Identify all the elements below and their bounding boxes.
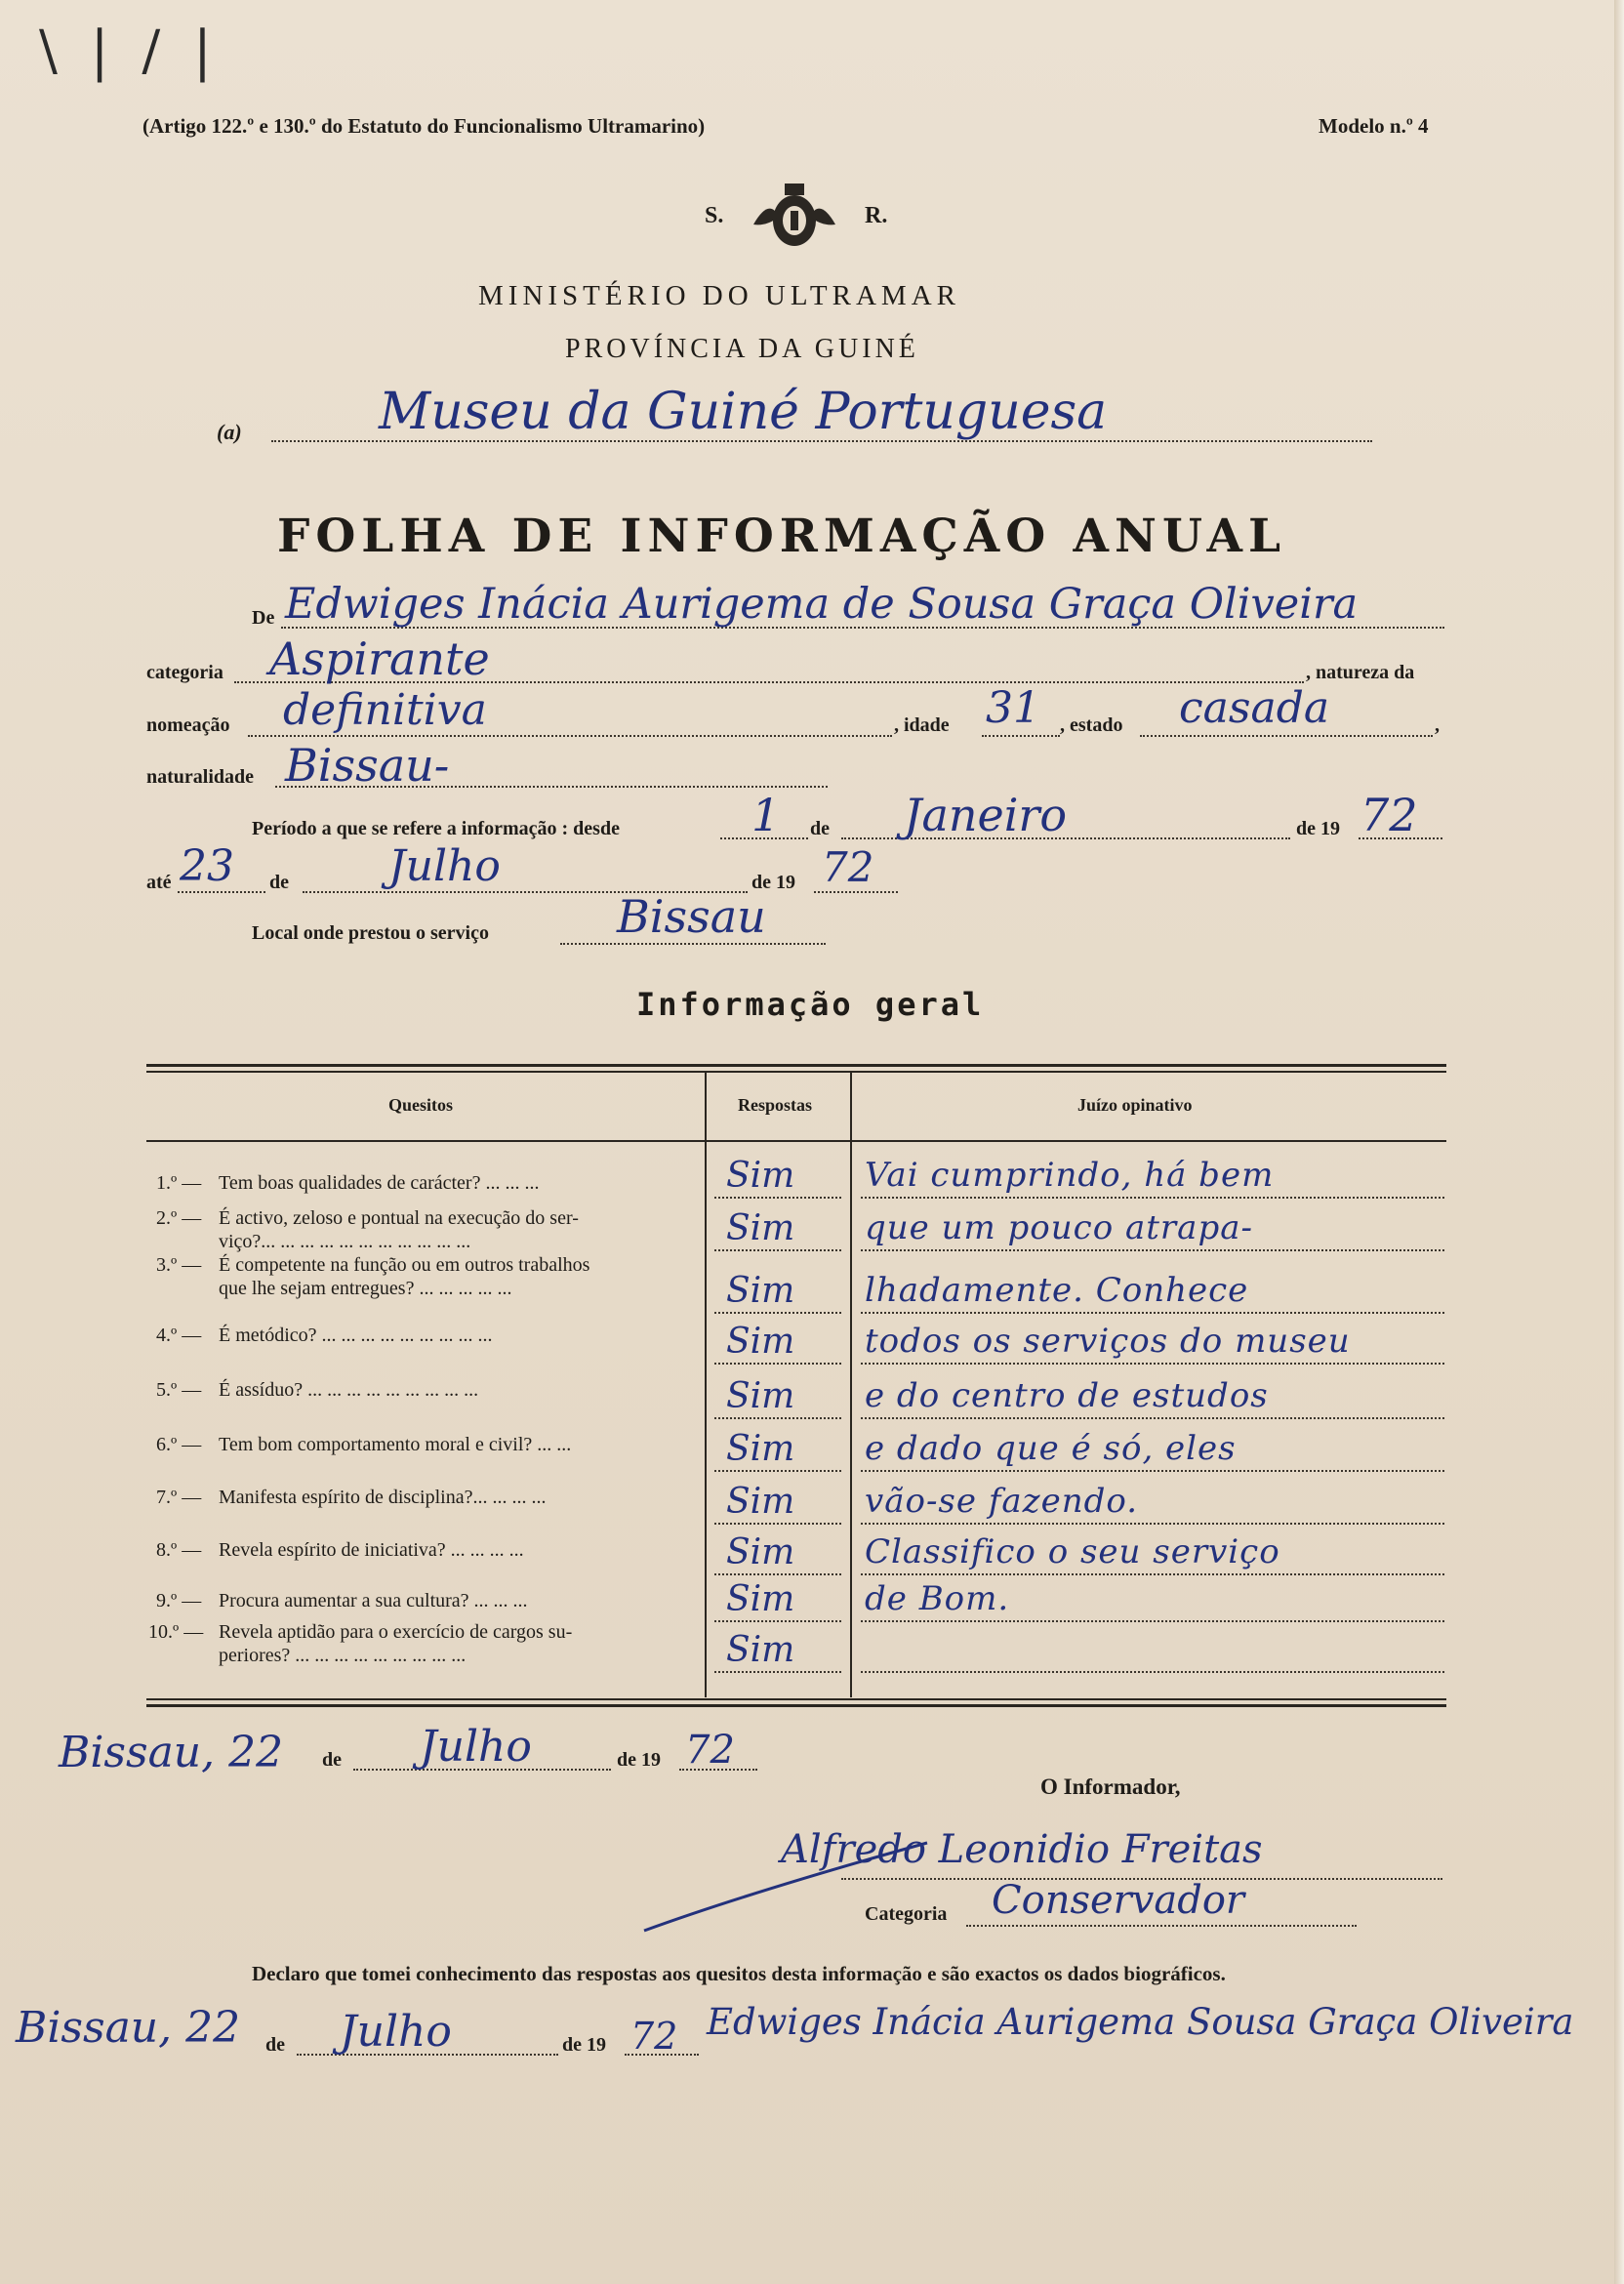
question-text: Tem bom comportamento moral e civil? ... ... — [219, 1434, 572, 1455]
coat-of-arms-icon — [750, 178, 839, 256]
declaration-signature: Edwiges Inácia Aurigema Sousa Graça Oliveira — [707, 2001, 1574, 2043]
col-juizo: Juízo opinativo — [1077, 1095, 1193, 1115]
question-text: Revela espírito de iniciativa? ... ... ... ... — [219, 1539, 524, 1561]
answer-handwritten: Sim — [726, 1376, 795, 1416]
estado-line — [1140, 735, 1433, 737]
question-text-continued: viço?... ... ... ... ... ... ... ... ... ... ... — [219, 1231, 471, 1252]
opinion-line — [861, 1573, 1444, 1575]
question-number: 4.º — — [156, 1325, 202, 1346]
question-text: É metódico? ... ... ... ... ... ... ... ... ... — [219, 1325, 493, 1346]
ministry-name: MINISTÉRIO DO ULTRAMAR — [478, 280, 960, 311]
informer-signature: Alfredo Leonidio Freitas — [781, 1827, 1263, 1872]
footer-de: de — [322, 1749, 342, 1771]
opinion-handwritten: e dado que é só, eles — [865, 1429, 1237, 1468]
table-divider-2 — [850, 1071, 852, 1697]
opinion-line — [861, 1523, 1444, 1525]
naturalidade-value-handwritten: Bissau- — [285, 739, 450, 792]
question-number: 10.º — — [148, 1621, 204, 1643]
col-quesitos: Quesitos — [388, 1095, 454, 1115]
margin-pencil-marks: \ | / | — [39, 20, 220, 83]
question-number: 3.º — — [156, 1254, 202, 1276]
table-bottom-rule-1 — [146, 1698, 1446, 1700]
period-to-year-handwritten: 72 — [822, 843, 874, 891]
question-number: 6.º — — [156, 1434, 202, 1455]
question-number: 7.º — — [156, 1487, 202, 1508]
section-title: Informação geral — [636, 986, 985, 1023]
idade-label: , idade — [894, 714, 950, 736]
opinion-line — [861, 1249, 1444, 1251]
period-to-day-line — [178, 891, 265, 893]
answer-line — [714, 1417, 841, 1419]
answer-line — [714, 1249, 841, 1251]
answer-handwritten: Sim — [726, 1322, 795, 1362]
natureza-label: , natureza da — [1306, 662, 1415, 683]
period-from-year-handwritten: 72 — [1360, 789, 1418, 841]
opinion-handwritten: que um pouco atrapa- — [865, 1208, 1253, 1247]
period-year-prefix-1: de 19 — [1296, 818, 1340, 839]
answer-handwritten: Sim — [726, 1532, 795, 1572]
answer-handwritten: Sim — [726, 1579, 795, 1619]
table-bottom-rule-2 — [146, 1704, 1446, 1707]
opinion-handwritten: lhadamente. Conhece — [865, 1271, 1249, 1310]
categoria-footer-line — [966, 1925, 1357, 1927]
table-header-rule — [146, 1140, 1446, 1142]
estado-value-handwritten: casada — [1179, 683, 1330, 733]
answer-line — [714, 1523, 841, 1525]
period-from-month-handwritten: Janeiro — [904, 789, 1068, 841]
estado-comma: , — [1435, 714, 1440, 736]
footer-month-handwritten: Julho — [420, 1722, 532, 1772]
period-de-1: de — [810, 818, 830, 839]
question-number: 8.º — — [156, 1539, 202, 1561]
answer-line — [714, 1573, 841, 1575]
answer-line — [714, 1671, 841, 1673]
estado-label: , estado — [1060, 714, 1123, 736]
footer-place-handwritten: Bissau, 22 — [59, 1728, 284, 1777]
nomeacao-label: nomeação — [146, 714, 230, 736]
answer-handwritten: Sim — [726, 1208, 795, 1248]
opinion-line — [861, 1312, 1444, 1314]
question-text-continued: que lhe sejam entregues? ... ... ... ... ... — [219, 1278, 512, 1299]
period-to-day-handwritten: 23 — [180, 841, 234, 891]
seal-letter-r: R. — [865, 203, 888, 228]
question-text: Revela aptidão para o exercício de cargos su- — [219, 1621, 573, 1643]
de-value-handwritten: Edwiges Inácia Aurigema de Sousa Graça Oliveira — [285, 580, 1359, 629]
de-label: De — [252, 607, 275, 629]
answer-line — [714, 1620, 841, 1622]
local-value-handwritten: Bissau — [617, 890, 766, 943]
opinion-line — [861, 1363, 1444, 1365]
answer-handwritten: Sim — [726, 1271, 795, 1311]
answer-handwritten: Sim — [726, 1482, 795, 1522]
declaration-text: Declaro que tomei conhecimento das respostas aos quesitos desta informação e são exactos os dados biográficos. — [252, 1962, 1226, 1985]
opinion-handwritten: todos os serviços do museu — [865, 1322, 1351, 1361]
answer-handwritten: Sim — [726, 1429, 795, 1469]
paper-edge — [1614, 0, 1624, 2284]
opinion-handwritten: Classifico o seu serviço — [865, 1532, 1280, 1571]
declaration-year-prefix: de 19 — [562, 2034, 606, 2056]
footer-year-prefix: de 19 — [617, 1749, 661, 1771]
answer-line — [714, 1470, 841, 1472]
question-number: 1.º — — [156, 1172, 202, 1194]
declaration-de: de — [265, 2034, 285, 2056]
period-to-month-handwritten: Julho — [388, 841, 501, 891]
question-number: 9.º — — [156, 1590, 202, 1611]
declaration-month-handwritten: Julho — [340, 2007, 452, 2057]
nomeacao-line — [248, 735, 892, 737]
question-text: Procura aumentar a sua cultura? ... ... ... — [219, 1590, 528, 1611]
table-top-rule-1 — [146, 1064, 1446, 1067]
informer-title: O Informador, — [1040, 1774, 1181, 1799]
opinion-line — [861, 1671, 1444, 1673]
idade-value-handwritten: 31 — [986, 683, 1040, 733]
answer-handwritten: Sim — [726, 1156, 795, 1196]
answer-line — [714, 1312, 841, 1314]
question-number: 2.º — — [156, 1207, 202, 1229]
province-name: PROVÍNCIA DA GUINÉ — [565, 334, 919, 364]
table-top-rule-2 — [146, 1071, 1446, 1073]
period-de-2: de — [269, 872, 289, 893]
col-respostas: Respostas — [738, 1095, 813, 1115]
statute-reference: (Artigo 122.º e 130.º do Estatuto do Funcionalismo Ultramarino) — [142, 114, 706, 138]
declaration-year-handwritten: 72 — [630, 2015, 678, 2058]
question-text-continued: periores? ... ... ... ... ... ... ... ... ... — [219, 1645, 467, 1666]
opinion-handwritten: vão-se fazendo. — [865, 1482, 1139, 1521]
opinion-line — [861, 1620, 1444, 1622]
answer-handwritten: Sim — [726, 1630, 795, 1670]
opinion-handwritten: Vai cumprindo, há bem — [865, 1156, 1275, 1195]
answer-line — [714, 1363, 841, 1365]
local-label: Local onde prestou o serviço — [252, 922, 489, 944]
question-text: É assíduo? ... ... ... ... ... ... ... ... ... — [219, 1379, 479, 1401]
question-text: Tem boas qualidades de carácter? ... ... ... — [219, 1172, 540, 1194]
naturalidade-label: naturalidade — [146, 766, 255, 788]
question-text: Manifesta espírito de disciplina?... ... ... ... — [219, 1487, 547, 1508]
question-text: É competente na função ou em outros trabalhos — [219, 1254, 590, 1276]
ate-label: até — [146, 872, 172, 893]
opinion-line — [861, 1417, 1444, 1419]
answer-line — [714, 1197, 841, 1199]
form-title: FOLHA DE INFORMAÇÃO ANUAL — [277, 510, 1287, 563]
opinion-handwritten: de Bom. — [865, 1579, 1010, 1618]
opinion-line — [861, 1197, 1444, 1199]
a-label: (a) — [217, 420, 242, 444]
period-label: Período a que se refere a informação : desde — [252, 818, 620, 839]
footer-year-handwritten: 72 — [685, 1728, 735, 1773]
categoria-value-handwritten: Aspirante — [269, 632, 490, 685]
categoria-footer-label: Categoria — [865, 1903, 948, 1925]
idade-line — [982, 735, 1060, 737]
period-from-day-handwritten: 1 — [751, 789, 781, 841]
question-text: É activo, zeloso e pontual na execução do ser- — [219, 1207, 579, 1229]
local-line — [560, 943, 826, 945]
opinion-line — [861, 1470, 1444, 1472]
model-number: Modelo n.º 4 — [1319, 114, 1429, 138]
period-year-prefix-2: de 19 — [751, 872, 795, 893]
seal-letter-s: S. — [705, 203, 724, 228]
categoria-footer-handwritten: Conservador — [992, 1878, 1245, 1923]
nomeacao-value-handwritten: definitiva — [283, 685, 487, 735]
period-to-year-line — [814, 891, 898, 893]
question-number: 5.º — — [156, 1379, 202, 1401]
table-divider-1 — [705, 1071, 707, 1697]
categoria-label: categoria — [146, 662, 223, 683]
declaration-place-handwritten: Bissau, 22 — [16, 2003, 241, 2053]
opinion-handwritten: e do centro de estudos — [865, 1376, 1269, 1415]
a-value-handwritten: Museu da Guiné Portuguesa — [379, 383, 1108, 441]
